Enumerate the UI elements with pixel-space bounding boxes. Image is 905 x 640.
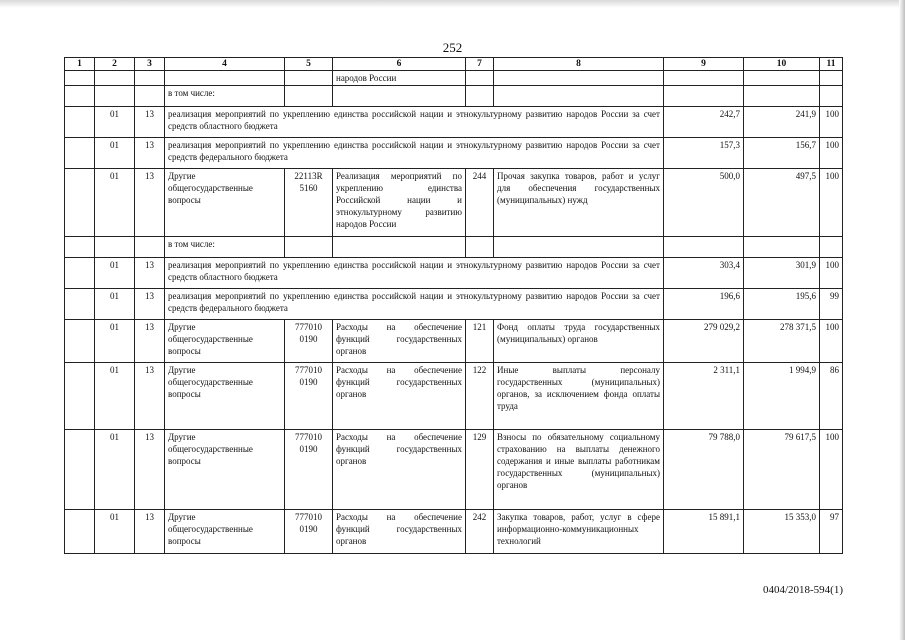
cell-section: 01 — [95, 258, 135, 289]
budget-table — [64, 57, 843, 554]
cell-purpose: народов России — [333, 71, 466, 86]
col-header-9: 9 — [664, 58, 744, 71]
table-row — [65, 363, 843, 430]
cell-target-code: 22113R 5160 — [285, 169, 333, 237]
cell-purpose: Расходы на обеспечение функций государственных органов — [333, 363, 466, 430]
cell-expense-type: 244 — [466, 169, 494, 237]
cell-executed: 497,5 — [744, 169, 820, 237]
cell-executed: 301,9 — [744, 258, 820, 289]
cell-subsection: 13 — [135, 107, 165, 138]
cell-description: реализация мероприятий по укреплению единства российской нации и этнокультурному развитию народов России за счет средств областного бюджета — [165, 258, 664, 289]
cell-section-name: Другие общегосударственные вопросы — [165, 510, 285, 554]
cell-expense-type: 242 — [466, 510, 494, 554]
cell-purpose: Реализация мероприятий по укреплению единства Российской нации и этнокультурному развитию народов России — [333, 169, 466, 237]
cell-planned: 157,3 — [664, 138, 744, 169]
cell-description: реализация мероприятий по укреплению единства российской нации и этнокультурному развитию народов России за счет средств областного бюджета — [165, 107, 664, 138]
cell-percent: 100 — [820, 258, 843, 289]
cell-percent: 100 — [820, 107, 843, 138]
col-header-7: 7 — [466, 58, 494, 71]
cell-percent: 100 — [820, 320, 843, 363]
table-row — [65, 289, 843, 320]
cell-target-code: 777010 0190 — [285, 430, 333, 510]
cell-section-name: Другие общегосударственные вопросы — [165, 320, 285, 363]
cell-planned: 15 891,1 — [664, 510, 744, 554]
header-row — [65, 58, 843, 71]
cell-planned: 500,0 — [664, 169, 744, 237]
scan-shadow-top — [0, 0, 905, 8]
cell-expense-type: 121 — [466, 320, 494, 363]
cell-percent: 99 — [820, 289, 843, 320]
col-header-8: 8 — [494, 58, 664, 71]
cell-expense-type: 129 — [466, 430, 494, 510]
cell-description: реализация мероприятий по укреплению единства российской нации и этнокультурному развитию народов России за счет средств федерального бюджета — [165, 138, 664, 169]
cell-section: 01 — [95, 430, 135, 510]
cell-section: 01 — [95, 510, 135, 554]
col-header-2: 2 — [95, 58, 135, 71]
cell-executed: 156,7 — [744, 138, 820, 169]
cell-subsection: 13 — [135, 289, 165, 320]
cell-executed: 79 617,5 — [744, 430, 820, 510]
table-row — [65, 237, 843, 258]
cell-percent: 100 — [820, 138, 843, 169]
cell-purpose: Расходы на обеспечение функций государственных органов — [333, 320, 466, 363]
cell-subsection: 13 — [135, 510, 165, 554]
scan-shadow-right — [899, 0, 905, 640]
table-row — [65, 71, 843, 86]
document-code: 0404/2018-594(1) — [762, 584, 843, 596]
cell-purpose: Расходы на обеспечение функций государственных органов — [333, 510, 466, 554]
cell-section-name: Другие общегосударственные вопросы — [165, 430, 285, 510]
cell-subsection: 13 — [135, 258, 165, 289]
table-row — [65, 86, 843, 107]
cell-section: 01 — [95, 169, 135, 237]
col-header-5: 5 — [285, 58, 333, 71]
cell-planned: 242,7 — [664, 107, 744, 138]
cell-expense-name: Иные выплаты персоналу государственных (муниципальных) органов, за исключением фонда оплаты труда — [494, 363, 664, 430]
cell-expense-name: Фонд оплаты труда государственных (муниципальных) органов — [494, 320, 664, 363]
cell-executed: 241,9 — [744, 107, 820, 138]
col-header-11: 11 — [820, 58, 843, 71]
cell-subsection: 13 — [135, 363, 165, 430]
cell-planned: 196,6 — [664, 289, 744, 320]
col-header-4: 4 — [165, 58, 285, 71]
page-number: 252 — [442, 40, 463, 55]
cell-subsection: 13 — [135, 169, 165, 237]
table-row — [65, 510, 843, 554]
cell-target-code: 777010 0190 — [285, 363, 333, 430]
cell-target-code: 777010 0190 — [285, 320, 333, 363]
col-header-3: 3 — [135, 58, 165, 71]
col-header-1: 1 — [65, 58, 95, 71]
cell-section-name: Другие общегосударственные вопросы — [165, 169, 285, 237]
cell-percent: 100 — [820, 430, 843, 510]
cell-description: реализация мероприятий по укреплению единства российской нации и этнокультурному развитию народов России за счет средств федерального бюджета — [165, 289, 664, 320]
cell-section-name: Другие общегосударственные вопросы — [165, 363, 285, 430]
cell-target-code: 777010 0190 — [285, 510, 333, 554]
cell-planned: 2 311,1 — [664, 363, 744, 430]
table-row — [65, 169, 843, 237]
cell-executed: 15 353,0 — [744, 510, 820, 554]
cell-section: 01 — [95, 289, 135, 320]
including-label: в том числе: — [165, 237, 285, 258]
col-header-10: 10 — [744, 58, 820, 71]
table-row — [65, 430, 843, 510]
cell-subsection: 13 — [135, 138, 165, 169]
cell-percent: 100 — [820, 169, 843, 237]
cell-section: 01 — [95, 138, 135, 169]
cell-subsection: 13 — [135, 320, 165, 363]
table-row — [65, 320, 843, 363]
cell-executed: 195,6 — [744, 289, 820, 320]
table-row — [65, 258, 843, 289]
cell-expense-type: 122 — [466, 363, 494, 430]
cell-section: 01 — [95, 320, 135, 363]
cell-subsection: 13 — [135, 430, 165, 510]
cell-percent: 86 — [820, 363, 843, 430]
cell-planned: 279 029,2 — [664, 320, 744, 363]
cell-expense-name: Прочая закупка товаров, работ и услуг для обеспечения государственных (муниципальных) нужд — [494, 169, 664, 237]
including-label: в том числе: — [165, 86, 285, 107]
table-row — [65, 107, 843, 138]
cell-percent: 97 — [820, 510, 843, 554]
col-header-6: 6 — [333, 58, 466, 71]
cell-expense-name: Закупка товаров, работ, услуг в сфере информационно-коммуникационных технологий — [494, 510, 664, 554]
cell-purpose: Расходы на обеспечение функций государственных органов — [333, 430, 466, 510]
table-row — [65, 138, 843, 169]
cell-section: 01 — [95, 363, 135, 430]
cell-executed: 278 371,5 — [744, 320, 820, 363]
cell-expense-name: Взносы по обязательному социальному страхованию на выплаты денежного содержания и иные выплаты работникам государственных (муниципальных) органов — [494, 430, 664, 510]
cell-section: 01 — [95, 107, 135, 138]
cell-planned: 79 788,0 — [664, 430, 744, 510]
cell-executed: 1 994,9 — [744, 363, 820, 430]
cell-planned: 303,4 — [664, 258, 744, 289]
